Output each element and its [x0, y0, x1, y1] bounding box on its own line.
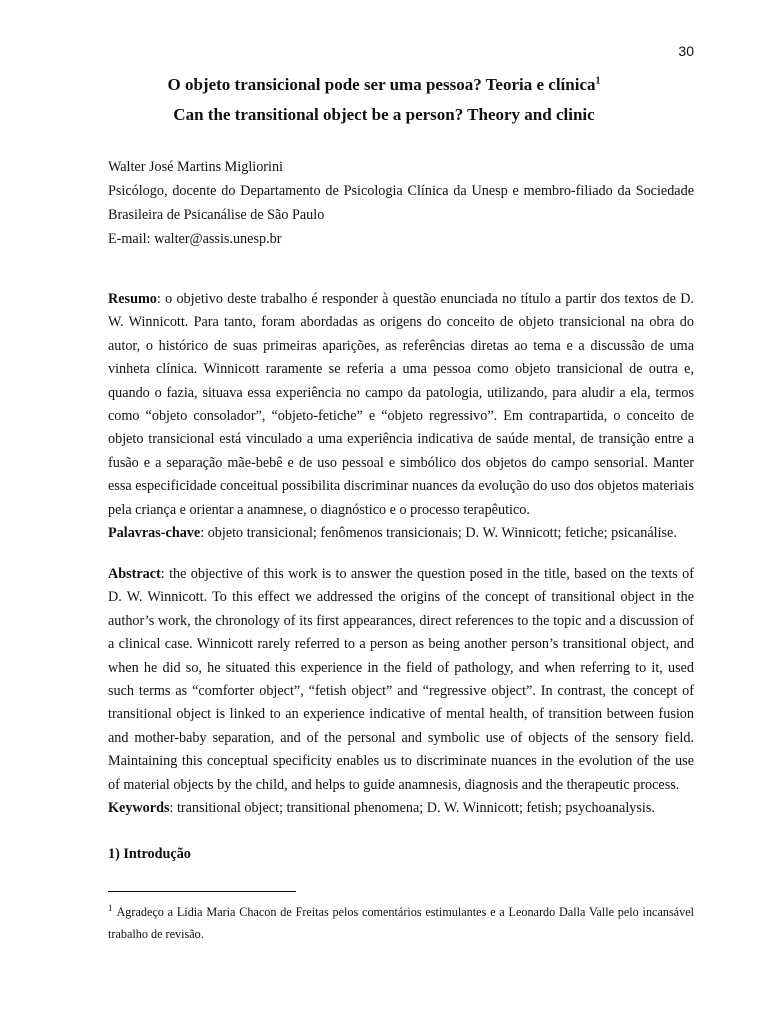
section-heading: 1) Introdução [108, 846, 191, 862]
page-number: 30 [678, 43, 694, 59]
keywords-text: : transitional object; transitional phenomena; D. W. Winnicott; fetish; psychoanalysis. [169, 800, 655, 817]
title-english: Can the transitional object be a person? Theory and clinic [173, 105, 595, 124]
keywords-label: Keywords [108, 800, 170, 817]
abstract-section [108, 563, 694, 820]
author-affiliation: Psicólogo, docente do Departamento de Psicologia Clínica da Unesp e membro-filiado da Sociedade Brasileira de Psicanálise de São Paulo [108, 183, 694, 223]
resumo-paragraph [108, 288, 694, 522]
resumo-text: : o objetivo deste trabalho é responder à questão enunciada no título a partir dos textos de D. W. Winnicott. Para tanto, foram abordadas as origens do conceito de objeto transicional na obra do autor, o histórico de suas primeiras aparições, as referências diretas ao tema e a discussão de uma vinheta clínica. Winnicott raramente se referia a uma pessoa como objeto transicional de outra e, quando o fazia, situava essa experiência no campo da patologia, utilizando, para aludir a ela, termos como “objeto consolador”, “objeto-fetiche” e “objeto regressivo”. Em contrapartida, o conceito de objeto transicional está vinculado a uma experiência indicativa de saúde mental, de transição entre a fusão e a separação mãe-bebê e de uso pessoal e simbólico dos objetos do campo sensorial. Manter essa especificidade conceitual possibilita discriminar nuances da evolução do uso dos objetos materiais pela criança e orientar a anamnese, o diagnóstico e o processo terapêutico. [108, 291, 694, 518]
title-pt-text: O objeto transicional pode ser uma pessoa? Teoria e clínica [167, 75, 596, 94]
title-portuguese [0, 75, 768, 95]
author-name: Walter José Martins Migliorini [108, 159, 283, 175]
author-email: E-mail: walter@assis.unesp.br [108, 231, 282, 247]
author-block [108, 155, 694, 251]
palavras-chave [108, 522, 694, 545]
abstract-paragraph [108, 563, 694, 797]
abstract-text: : the objective of this work is to answer the question posed in the title, based on the texts of D. W. Winnicott. To this effect we addressed the origins of the concept of transitional object in the author’s work, the chronology of its first appearances, direct references to the topic and a discussion of a clinical case. Winnicott rarely referred to a person as being another person’s transitional object, and when he did so, he situated this experience in the field of pathology, and when referring to it, used such terms as “comforter object”, “fetish object” and “regressive object”. In contrast, the concept of transitional object is linked to an experience indicative of mental health, of transition between fusion and mother-baby separation, and of the personal and symbolic use of objects of the sensory field. Maintaining this conceptual specificity enables us to discriminate nuances in the evolution of the use of material objects by the child, and helps to guide anamnesis, diagnosis and the therapeutic process. [108, 566, 694, 793]
footnote-divider [108, 891, 296, 892]
abstract-label: Abstract [108, 566, 161, 582]
footnote-text: Agradeço a Lídia Maria Chacon de Freitas pelos comentários estimulantes e a Leonardo Dalla Valle pelo incansável trabalho de revisão. [108, 905, 694, 942]
resumo-label: Resumo [108, 291, 157, 307]
footnote-mark: 1 [108, 903, 113, 913]
footnote [108, 897, 694, 945]
title-footnote-mark: 1 [595, 75, 601, 87]
palavras-chave-text: : objeto transicional; fenômenos transicionais; D. W. Winnicott; fetiche; psicanálise. [200, 525, 677, 542]
keywords [108, 797, 694, 820]
resumo-section [108, 288, 694, 545]
palavras-chave-label: Palavras-chave [108, 525, 201, 542]
